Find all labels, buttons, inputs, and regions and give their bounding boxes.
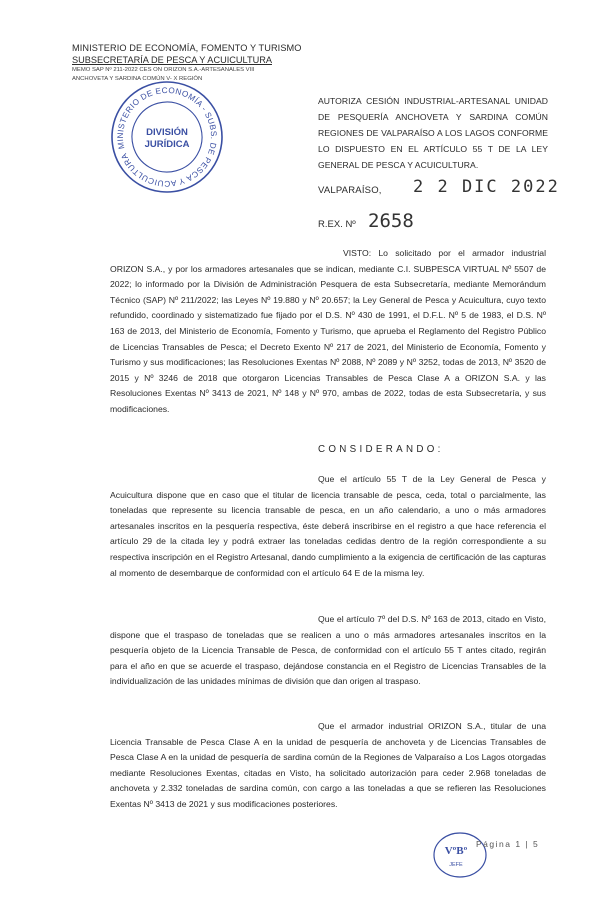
resolution-number: 2658 <box>368 210 414 232</box>
stamped-date: 2 2 DIC 2022 <box>413 177 560 197</box>
memo-reference-line-1: MEMO SAP Nº 211-2022 CES ON ORIZON S.A.-ARTESANALES VIII <box>72 67 255 73</box>
date-city: VALPARAÍSO, <box>318 185 382 196</box>
stamp-center-line-1: DIVISIÓN <box>146 127 188 138</box>
vobo-stamp <box>432 830 488 880</box>
ministry-name: MINISTERIO DE ECONOMÍA, FOMENTO Y TURISMO <box>72 43 302 53</box>
memo-reference-line-2: ANCHOVETA Y SARDINA COMÚN V- X REGIÓN <box>72 76 203 82</box>
resolution-label: R.EX. Nº <box>318 219 356 230</box>
resolution-subject: AUTORIZA CESIÓN INDUSTRIAL-ARTESANAL UNIDAD DE PESQUERÍA ANCHOVETA Y SARDINA COMÚN REGIONES DE VALPARAÍSO A LOS LAGOS CONFORME LO DISPUESTO EN EL ARTÍCULO 55 T DE LA LEY GENERAL DE PESCA Y ACUICULTURA. <box>318 96 548 170</box>
subsecretaria-name: SUBSECRETARÍA DE PESCA Y ACUICULTURA <box>72 55 272 65</box>
division-juridica-stamp <box>107 77 227 197</box>
considerando-paragraph-3: Que el armador industrial ORIZON S.A., titular de una Licencia Transable de Pesca Clase A en la unidad de pesquería de anchoveta y de Licencias Transables de Pesca Clase A en la unidad de pesquería de sardina común de la Regiones de Valparaíso a Los Lagos otorgadas mediante Resoluciones Exentas, citadas en Visto, ha solicitado autorización para ceder 2.968 toneladas de anchoveta y 2.332 toneladas de sardina común, con cargo a las toneladas a que se refieren las Resoluciones Exentas Nº 3413 de 2021 y sus modificaciones posteriores. <box>110 721 546 809</box>
stamp-center-line-2: JURÍDICA <box>144 139 190 150</box>
considerando-paragraph-1: Que el artículo 55 T de la Ley General de Pesca y Acuicultura dispone que en caso que el titular de licencia transable de pesca, ceda, total o parcialmente, las toneladas que represente su licencia transable de pesca, en un año calendario, a uno o más armadores artesanales inscritos en la pesquería respectiva, éste deberá inscribirse en el registro a que hace referencia el artículo 29 de la citada ley y podrá extraer las toneladas cedidas dentro de la región correspondiente a su respectiva inscripción en el Registro Artesanal, dando cumplimiento a la exigencia de certificación de las capturas al momento de desembarque de conformidad con el artículo 64 E de la misma ley. <box>110 474 546 578</box>
resolution-number-line <box>318 210 414 232</box>
vobo-label: VºBº <box>444 845 468 857</box>
vobo-sub: JEFE <box>449 862 463 868</box>
date-line <box>318 177 560 197</box>
page-number: Página 1 | 5 <box>476 839 540 849</box>
considerando-heading: CONSIDERANDO: <box>318 444 444 455</box>
visto-paragraph: VISTO: Lo solicitado por el armador industrial ORIZON S.A., y por los armadores artesanales que se indican, mediante C.I. SUBPESCA VIRTUAL Nº 5507 de 2022; lo informado por la División de Administración Pesquera de esta Subsecretaría, mediante Memorándum Técnico (SAP) Nº 211/2022; las Leyes Nº 19.880 y Nº 20.657; la Ley General de Pesca y Acuicultura, cuyo texto refundido, coordinado y sistematizado fue fijado por el D.S. Nº 430 de 1991, el D.F.L. Nº 5 de 1983, el D.S. Nº 163 de 2013, del Ministerio de Economía, Fomento y Turismo, que aprueba el Reglamento del Registro Público de Licencias Transables de Pesca; el Decreto Exento Nº 217 de 2021, del Ministerio de Economía, Fomento y Turismo y sus modificaciones; las Resoluciones Exentas Nº 2088, Nº 2089 y Nº 3252, todas de 2013, Nº 3520 de 2015 y Nº 3246 de 2018 que otorgaron Licencias Transables de Pesca Clase A a ORIZON S.A. y las Resoluciones Exentas Nº 3413 de 2021, Nº 148 y Nº 970, ambas de 2022, todas de esta Subsecretaría, y sus modificaciones. <box>110 248 546 414</box>
considerando-paragraph-2: Que el artículo 7º del D.S. Nº 163 de 2013, citado en Visto, dispone que el traspaso de toneladas que se realicen a uno o más armadores artesanales inscritos en la pesquería objeto de la Licencia Transable de Pesca, de conformidad con el artículo 55 T antes citado, regirán para el año en que se acuerde el traspaso, dejándose constancia en el Registro de Licencias Transables de la individualización de las unidades mínimas de división que dan origen al traspaso. <box>110 614 546 687</box>
stamp-ring-text: MINISTERIO DE ECONOMÍA - SUBS. DE PESCA Y ACUICULTURA <box>115 85 219 189</box>
